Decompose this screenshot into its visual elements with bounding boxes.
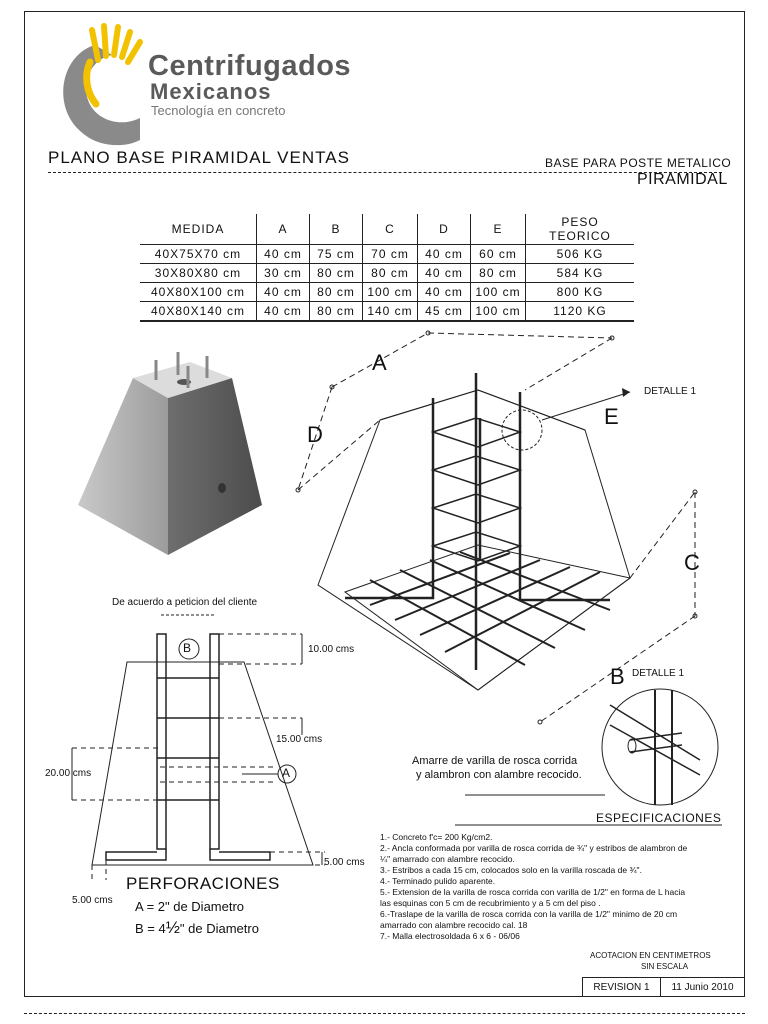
table-cell: 40 cm <box>257 302 310 322</box>
table-cell: 100 cm <box>471 302 526 322</box>
company-logo-icon <box>63 26 140 145</box>
list-item: 5.- Extension de la varilla de rosca corrida con varilla de 1/2" en forma de L hacia <box>380 887 686 897</box>
table-cell: 80 cm <box>471 264 526 283</box>
detail-caption-2: y alambron con alambre recocido. <box>416 769 582 781</box>
logo-line1: Centrifugados <box>148 50 352 82</box>
table-cell: 40X80X140 cm <box>140 302 257 322</box>
table-row <box>140 264 634 283</box>
iso-label-a: A <box>372 350 387 375</box>
table-cell: 60 cm <box>471 245 526 264</box>
table-header-cell: E <box>471 214 526 245</box>
perforaciones-title: PERFORACIONES <box>126 874 280 893</box>
list-item: 1.- Concreto f'c= 200 Kg/cm2. <box>380 832 493 842</box>
table-header-cell: B <box>310 214 363 245</box>
table-cell: 100 cm <box>471 283 526 302</box>
dimension-20cm: 20.00 cms <box>45 768 92 779</box>
table-header-cell: PESO TEORICO <box>526 214 635 245</box>
iso-detalle-label: DETALLE 1 <box>644 386 697 397</box>
table-row <box>140 283 634 302</box>
table-cell: 75 cm <box>310 245 363 264</box>
detail-caption-1: Amarre de varilla de rosca corrida <box>412 755 578 767</box>
iso-label-e: E <box>604 404 619 429</box>
acotacion-note: ACOTACION EN CENTIMETROS <box>590 951 711 960</box>
dimension-5cm-left: 5.00 cms <box>72 895 113 906</box>
list-item: 3.- Estribos a cada 15 cm, colocados solo en la varilla roscada de ¾". <box>380 865 642 875</box>
iso-label-d: D <box>307 422 323 447</box>
concrete-base-photo <box>78 352 262 555</box>
perforacion-a: A = 2" de Diametro <box>135 899 245 914</box>
table-cell: 40X75X70 cm <box>140 245 257 264</box>
iso-label-c: C <box>684 550 700 575</box>
section-circle-b-label: B <box>183 641 192 655</box>
table-cell: 30 cm <box>257 264 310 283</box>
table-cell: 80 cm <box>310 283 363 302</box>
detail-label-b: B <box>610 664 625 689</box>
table-cell: 80 cm <box>310 302 363 322</box>
header-divider <box>48 172 722 173</box>
table-cell: 80 cm <box>310 264 363 283</box>
table-cell: 100 cm <box>363 283 418 302</box>
escala-note: SIN ESCALA <box>641 962 689 971</box>
table-header-cell: MEDIDA <box>171 222 225 236</box>
dimension-5cm-right: 5.00 cms <box>324 857 365 868</box>
especificaciones-title: ESPECIFICACIONES <box>596 811 722 825</box>
table-cell: 70 cm <box>363 245 418 264</box>
perforacion-b <box>135 918 259 938</box>
isometric-drawing <box>296 331 697 724</box>
perforacion-b-prefix: B = 4 <box>135 921 166 936</box>
table-header-cell: D <box>418 214 471 245</box>
dimension-15cm: 15.00 cms <box>276 734 323 745</box>
section-circle-a-label: A <box>282 766 291 780</box>
footer-divider <box>24 1013 745 1014</box>
table-cell: 40 cm <box>418 283 471 302</box>
list-item: 2.- Ancla conformada por varilla de rosca corrida de ¾" y estribos de alambron de <box>380 843 688 853</box>
table-cell: 40X80X100 cm <box>140 283 257 302</box>
table-cell: 40 cm <box>257 283 310 302</box>
plan-type: PIRAMIDAL <box>637 171 728 188</box>
table-cell: 40 cm <box>418 264 471 283</box>
list-item: 7.- Malla electrosoldada 6 x 6 - 06/06 <box>380 931 520 941</box>
table-row <box>140 245 634 264</box>
table-row <box>140 302 634 322</box>
plan-subtitle: BASE PARA POSTE METALICO <box>545 156 732 170</box>
table-cell: 800 KG <box>526 283 635 302</box>
dimensions-table <box>140 214 634 322</box>
list-item: 4.- Terminado pulido aparente. <box>380 876 496 886</box>
revision-date: 11 Junio 2010 <box>660 977 745 997</box>
table-header-cell: C <box>363 214 418 245</box>
logo-line2: Mexicanos <box>150 79 272 104</box>
table-cell: 40 cm <box>257 245 310 264</box>
table-cell: 1120 KG <box>526 302 635 322</box>
table-header-row <box>140 214 634 245</box>
dimension-10cm: 10.00 cms <box>308 644 355 655</box>
list-item: ¼" amarrado con alambre recocido. <box>380 854 515 864</box>
revision-box: REVISION 1 <box>582 977 661 997</box>
table-cell: 140 cm <box>363 302 418 322</box>
especificaciones-list <box>380 832 725 942</box>
list-item: amarrado con alambre recocido cal. 18 <box>380 920 528 930</box>
table-cell: 45 cm <box>418 302 471 322</box>
perforacion-b-suffix: " de Diametro <box>179 921 259 936</box>
list-item: 6.-Traslape de la varilla de rosca corrida con la varilla de 1/2" minimo de 20 cm <box>380 909 678 919</box>
plan-title: PLANO BASE PIRAMIDAL VENTAS <box>48 148 350 167</box>
section-elevation <box>72 615 325 880</box>
table-cell: 40 cm <box>418 245 471 264</box>
table-cell: 30X80X80 cm <box>140 264 257 283</box>
client-note: De acuerdo a peticion del cliente <box>112 597 258 608</box>
logo-tagline: Tecnología en concreto <box>151 103 286 118</box>
table-cell: 80 cm <box>363 264 418 283</box>
detail-title: DETALLE 1 <box>632 668 685 679</box>
table-cell: 506 KG <box>526 245 635 264</box>
list-item: las esquinas con 5 cm de recubrimiento y a 5 cm del piso . <box>380 898 601 908</box>
detail-circle <box>465 689 718 805</box>
perforacion-b-fraction: ½ <box>165 918 180 937</box>
table-cell: 584 KG <box>526 264 635 283</box>
table-header-cell: A <box>257 214 310 245</box>
